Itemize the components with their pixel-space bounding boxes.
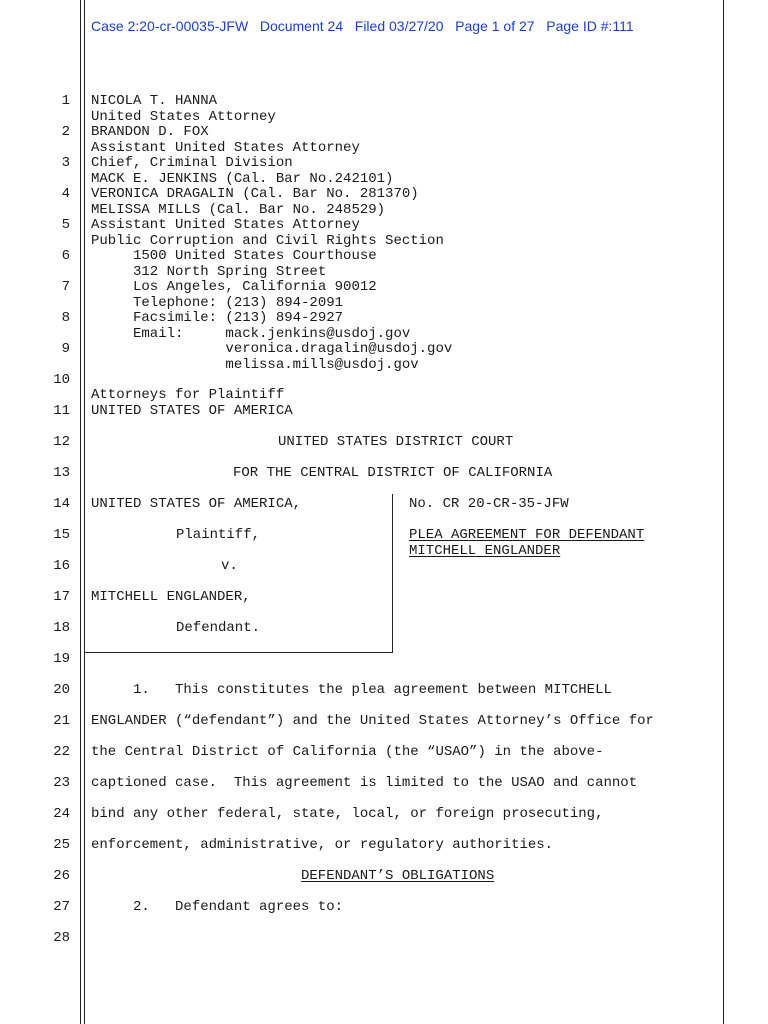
line-number: 27 [53,899,70,915]
counsel-line: VERONICA DRAGALIN (Cal. Bar No. 281370) [91,186,419,202]
counsel-line: melissa.mills@usdoj.gov [91,356,419,373]
counsel-line: Facsimile: (213) 894-2927 [91,310,344,326]
line-number: 11 [53,403,70,419]
line-number: 6 [61,248,70,264]
line-number: 23 [53,775,70,791]
section-heading: DEFENDANT’S OBLIGATIONS [301,868,495,884]
line-number: 21 [53,713,70,729]
caption-plaintiff: UNITED STATES OF AMERICA, [91,496,302,512]
counsel-line: BRANDON D. FOX [91,124,209,140]
counsel-line: Email: mack.jenkins@usdoj.gov [91,325,411,342]
document-title-line-2: MITCHELL ENGLANDER [409,543,561,559]
line-number: 3 [61,155,70,171]
line-number: 10 [53,372,70,388]
body-line: bind any other federal, state, local, or foreign prosecuting, [91,806,604,822]
counsel-line: Chief, Criminal Division [91,155,293,171]
line-number: 12 [53,434,70,450]
counsel-line: 1500 United States Courthouse [91,248,377,264]
counsel-line: Assistant United States Attorney [91,139,360,156]
counsel-line: veronica.dragalin@usdoj.gov [91,341,453,357]
caption-versus: v. [221,558,238,574]
line-number: 14 [53,496,70,512]
line-number: 20 [53,682,70,698]
counsel-line: Assistant United States Attorney [91,217,360,233]
case-number: No. CR 20-CR-35-JFW [409,496,569,512]
body-line: the Central District of California (the “USAO”) in the above- [91,744,604,760]
line-number: 18 [53,620,70,636]
counsel-line: United States Attorney [91,108,276,125]
right-margin-rule [723,0,724,1024]
line-number: 13 [53,465,70,481]
counsel-line: MACK E. JENKINS (Cal. Bar No.242101) [91,170,394,187]
counsel-line: 312 North Spring Street [91,263,327,280]
line-number: 15 [53,527,70,543]
counsel-line: Los Angeles, California 90012 [91,279,377,295]
caption-defendant: MITCHELL ENGLANDER, [91,589,251,605]
attorneys-for-line-1: Attorneys for Plaintiff [91,387,285,403]
line-number: 19 [53,651,70,667]
body-line: 1. This constitutes the plea agreement between MITCHELL [91,682,612,698]
line-number: 17 [53,589,70,605]
line-number: 16 [53,558,70,574]
document-title-line-1: PLEA AGREEMENT FOR DEFENDANT [409,527,645,543]
court-title: UNITED STATES DISTRICT COURT [278,434,514,450]
line-number: 2 [61,124,70,140]
body-line: captioned case. This agreement is limited to the USAO and cannot [91,775,638,791]
body-line: enforcement, administrative, or regulatory authorities. [91,837,554,853]
line-number: 28 [53,930,70,946]
caption-plaintiff-role: Plaintiff, [176,527,261,543]
line-number: 7 [61,279,70,295]
counsel-line: Telephone: (213) 894-2091 [91,294,344,311]
line-number: 26 [53,868,70,884]
district-title: FOR THE CENTRAL DISTRICT OF CALIFORNIA [233,465,553,481]
filing-header: Case 2:20-cr-00035-JFW Document 24 Filed 03/27/20 Page 1 of 27 Page ID #:111 [91,18,634,34]
line-number: 22 [53,744,70,760]
line-number: 4 [61,186,70,202]
counsel-line: MELISSA MILLS (Cal. Bar No. 248529) [91,201,386,218]
line-number: 1 [61,93,70,109]
line-number: 5 [61,217,70,233]
caption-defendant-role: Defendant. [176,620,261,636]
line-number: 24 [53,806,70,822]
paragraph-2: 2. Defendant agrees to: [91,899,344,915]
counsel-line: Public Corruption and Civil Rights Section [91,232,444,249]
body-line: ENGLANDER (“defendant”) and the United States Attorney’s Office for [91,713,654,729]
left-margin-rule [80,0,81,1024]
line-number: 25 [53,837,70,853]
counsel-line: NICOLA T. HANNA [91,93,218,109]
line-number: 8 [61,310,70,326]
line-number: 9 [61,341,70,357]
attorneys-for-line-2: UNITED STATES OF AMERICA [91,403,293,419]
